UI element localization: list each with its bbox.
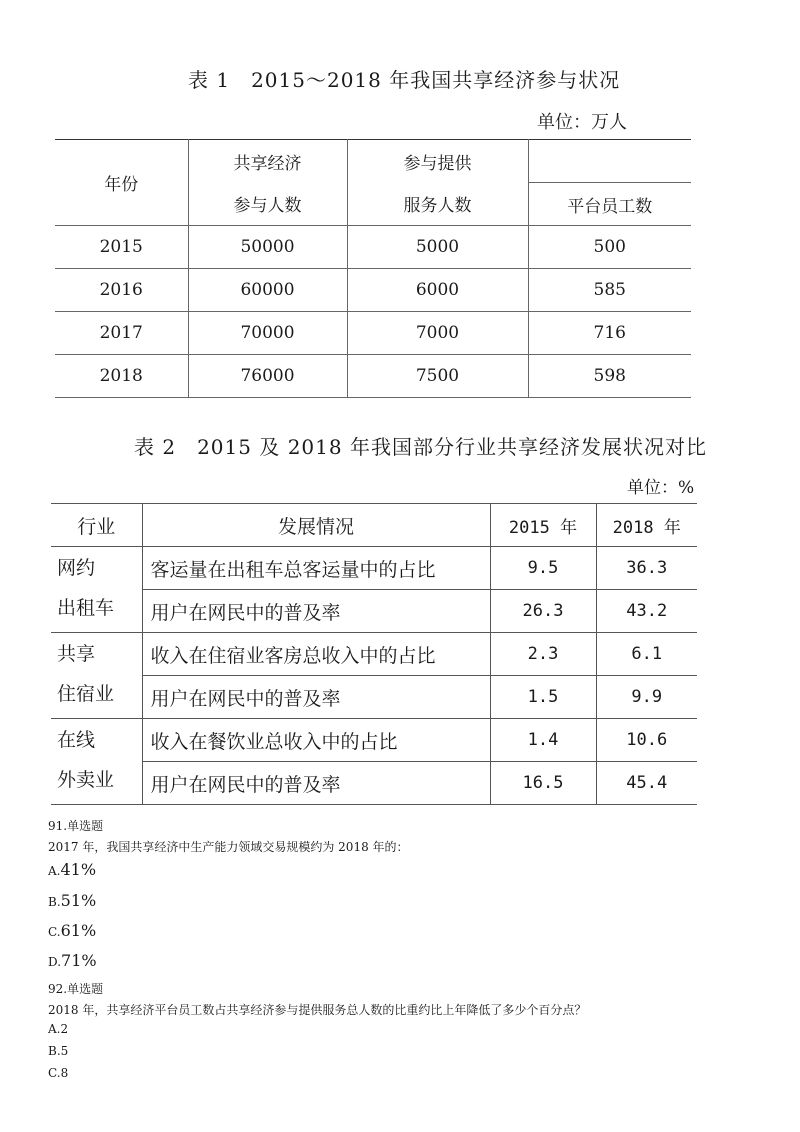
table2-unit: 单位：%	[627, 478, 695, 498]
cell-providers: 6000	[347, 269, 528, 312]
option-text: 61%	[60, 921, 97, 940]
cell-status: 用户在网民中的普及率	[142, 676, 490, 719]
cell-status: 收入在住宿业客房总收入中的占比	[142, 633, 490, 676]
cell-year: 2018	[55, 355, 188, 398]
cell-staff: 500	[528, 226, 691, 269]
option-text: 5	[60, 1044, 69, 1058]
cell-2015: 26.3	[490, 590, 596, 633]
cell-participants: 60000	[188, 269, 347, 312]
table-row	[55, 269, 691, 312]
cell-2015: 1.5	[490, 676, 596, 719]
q92-option-a[interactable]	[48, 1022, 68, 1036]
cell-staff: 585	[528, 269, 691, 312]
q91-option-d[interactable]	[48, 951, 97, 970]
option-letter: A.	[48, 1022, 61, 1036]
header-industry: 行业	[51, 504, 142, 547]
cell-2015: 2.3	[490, 633, 596, 676]
table2	[51, 503, 697, 805]
table1-title: 表 1 2015～2018 年我国共享经济参与状况	[188, 68, 621, 92]
cell-year: 2016	[55, 269, 188, 312]
q91-header: 91.单选题	[48, 819, 104, 833]
q91-stem: 2017 年，我国共享经济中生产能力领域交易规模约为 2018 年的：	[48, 840, 409, 854]
header-participants-l1: 共享经济	[188, 140, 347, 183]
industry-cell	[51, 633, 142, 719]
cell-staff: 598	[528, 355, 691, 398]
table-row	[51, 719, 697, 762]
option-letter: B.	[48, 1044, 61, 1058]
cell-status: 用户在网民中的普及率	[142, 762, 490, 805]
table-row	[51, 590, 697, 633]
table-row	[51, 762, 697, 805]
cell-status: 收入在餐饮业总收入中的占比	[142, 719, 490, 762]
industry-cell	[51, 719, 142, 805]
cell-status: 客运量在出租车总客运量中的占比	[142, 547, 490, 590]
option-letter: B.	[48, 895, 61, 909]
table2-title: 表 2 2015 及 2018 年我国部分行业共享经济发展状况对比	[134, 435, 707, 459]
option-text: 51%	[60, 891, 97, 910]
cell-2015: 9.5	[490, 547, 596, 590]
cell-participants: 70000	[188, 312, 347, 355]
cell-participants: 50000	[188, 226, 347, 269]
industry-cell	[51, 547, 142, 633]
cell-year: 2015	[55, 226, 188, 269]
cell-2018: 45.4	[596, 762, 697, 805]
header-year: 年份	[55, 140, 188, 226]
header-2018: 2018 年	[596, 504, 697, 547]
table1-unit: 单位：万人	[537, 112, 627, 133]
option-text: 2	[60, 1022, 69, 1036]
cell-providers: 7000	[347, 312, 528, 355]
industry-label-line1: 共享	[57, 643, 96, 665]
cell-2015: 16.5	[490, 762, 596, 805]
option-letter: A.	[48, 864, 61, 878]
industry-label-line2: 住宿业	[57, 683, 115, 705]
q92-stem: 2018 年，共享经济平台员工数占共享经济参与提供服务总人数的比重约比上年降低了多少个百分点？	[48, 1003, 587, 1017]
industry-label-line2: 出租车	[57, 597, 115, 619]
cell-2018: 6.1	[596, 633, 697, 676]
industry-label-line2: 外卖业	[57, 769, 115, 791]
cell-year: 2017	[55, 312, 188, 355]
cell-2018: 43.2	[596, 590, 697, 633]
table1	[55, 139, 691, 398]
cell-2018: 36.3	[596, 547, 697, 590]
header-participants-l2: 参与人数	[188, 183, 347, 226]
q92-option-c[interactable]	[48, 1066, 68, 1080]
cell-2015: 1.4	[490, 719, 596, 762]
cell-providers: 7500	[347, 355, 528, 398]
industry-label-line1: 网约	[57, 557, 96, 579]
q91-option-b[interactable]	[48, 891, 96, 910]
option-text: 71%	[61, 951, 97, 970]
header-staff: 平台员工数	[528, 183, 691, 226]
industry-label-line1: 在线	[57, 729, 96, 751]
table-row	[55, 355, 691, 398]
header-2015: 2015 年	[490, 504, 596, 547]
cell-2018: 9.9	[596, 676, 697, 719]
q92-option-b[interactable]	[48, 1044, 68, 1058]
table-row	[51, 633, 697, 676]
table-row	[51, 676, 697, 719]
q91-option-c[interactable]	[48, 921, 96, 940]
table-row	[55, 226, 691, 269]
cell-2018: 10.6	[596, 719, 697, 762]
q91-option-a[interactable]	[48, 860, 96, 879]
cell-status: 用户在网民中的普及率	[142, 590, 490, 633]
q92-header: 92.单选题	[48, 982, 104, 996]
option-text: 41%	[60, 860, 97, 879]
table-row	[51, 547, 697, 590]
option-letter: C.	[48, 1066, 61, 1080]
header-status: 发展情况	[142, 504, 490, 547]
cell-staff: 716	[528, 312, 691, 355]
option-letter: D.	[48, 955, 62, 969]
table-row	[55, 312, 691, 355]
option-letter: C.	[48, 925, 61, 939]
cell-providers: 5000	[347, 226, 528, 269]
header-providers-l1: 参与提供	[347, 140, 528, 183]
header-providers-l2: 服务人数	[347, 183, 528, 226]
cell-participants: 76000	[188, 355, 347, 398]
option-text: 8	[60, 1066, 69, 1080]
